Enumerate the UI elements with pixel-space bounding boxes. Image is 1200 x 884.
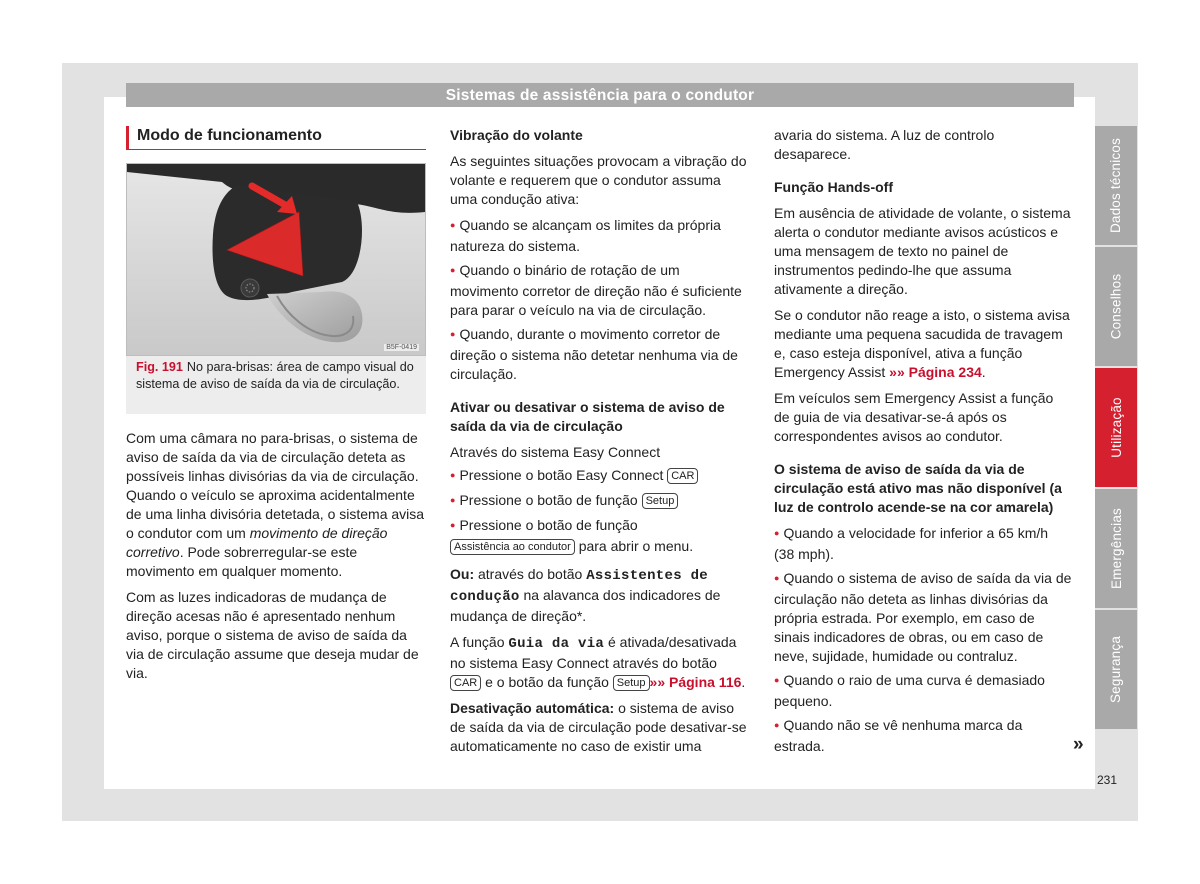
list-item [450,466,750,487]
paragraph-function [450,633,750,692]
setup-key: Setup [642,493,679,509]
text-segment: Se o condutor não reage a isto, o sistema avisa mediante uma pequena sacudida de travagem e, caso esteja disponível, ativa a função Emergency Assist [774,307,1070,380]
page-reference-link[interactable]: »» Página 116 [649,674,742,690]
text-segment: na alavanca dos indicadores de mudança de direção*. [450,587,721,624]
column-right [774,126,1072,761]
chapter-header: Sistemas de assistência para o condutor [126,83,1074,107]
list-item [450,516,750,556]
heading-active-unavailable: O sistema de aviso de saída da via de circulação está ativo mas não disponível (a luz de controlo acende-se na cor amarela) [774,461,1062,515]
heading-hands-off: Função Hands-off [774,179,893,195]
tab-label: Conselhos [1108,273,1124,340]
page-reference-link[interactable]: »» Página 234 [889,364,982,380]
tab-utilizacao[interactable] [1095,368,1137,487]
column-left [126,429,426,690]
continue-arrow-icon: » [1073,734,1084,755]
list-item: ● Quando, durante o movimento corretor de direção o sistema não detetar nenhuma via de circulação. [450,325,750,384]
emphasis-text: movimento de direção corretivo [126,525,388,560]
button-name: Assistentes de condução [450,568,709,605]
figure-code: B5F-0419 [386,344,417,351]
setup-key: Setup [613,675,650,691]
car-key: CAR [667,468,698,484]
text-segment: é ativada/desativada no sistema Easy Connect através do botão [450,634,737,671]
list-item: ● Quando o binário de rotação de um movimento corretor de direção não é suficiente para parar o veículo na via de circulação. [450,261,750,320]
tab-conselhos[interactable] [1095,247,1137,366]
car-key: CAR [450,675,481,691]
text-segment: Pressione o botão Easy Connect [459,467,664,483]
assist-key: Assistência ao condutor [450,539,575,555]
text-segment: . [741,674,746,690]
tab-label: Emergências [1108,508,1124,589]
heading-toggle: Ativar ou desativar o sistema de aviso de saída da via de circulação [450,399,725,434]
figure-caption [126,356,426,414]
text-segment: Pressione o botão de função [459,517,638,533]
tab-dados-tecnicos[interactable] [1095,126,1137,245]
text-segment: através do botão [478,566,583,582]
figure-label: Fig. 191 [136,360,183,374]
figure-image [126,163,426,356]
list-item: ● Quando não se vê nenhuma marca da estrada. [774,716,1072,756]
text-segment: e o botão da função [485,674,609,690]
ou-label: Ou: [450,566,475,582]
list-item: ● Quando o raio de uma curva é demasiado pequeno. [774,671,1072,711]
section-title: Modo de funcionamento [126,126,426,150]
paragraph-continuation: avaria do sistema. A luz de controlo desaparece. [774,127,995,162]
text-segment: . [981,364,986,380]
tab-label: Dados técnicos [1108,137,1124,234]
list-item [450,491,750,512]
text-segment: para abrir o menu. [578,538,694,554]
auto-off-label: Desativação automática: [450,700,615,716]
list-item: ● Quando a velocidade for inferior a 65 km/h (38 mph). [774,524,1072,564]
text-segment: Com uma câmara no para-brisas, o sistema de aviso de saída da via de circulação deteta as possíveis linhas divisórias da via de circulação. Quando o veículo se aproxima acidentalmente de uma linha divisória detetada, o sistema avisa o condutor com um [126,430,425,541]
paragraph-ou [450,565,750,626]
text-segment: A função [450,634,505,650]
paragraph-no-assist: Em veículos sem Emergency Assist a função de guia de via desativar-se-á após os correspondentes avisos ao condutor. [774,390,1054,444]
paragraph-react [774,306,1072,382]
list-item: ● Quando o sistema de aviso de saída da via de circulação não deteta as linhas divisórias da própria estrada. Por exemplo, em caso de sinais indicadores de obras, ou em caso de neve, sujidade, humidade ou contraluz. [774,569,1072,666]
tab-seguranca[interactable] [1095,610,1137,729]
tab-emergencias[interactable] [1095,489,1137,608]
paragraph-indicators: Com as luzes indicadoras de mudança de direção acesas não é apresentado nenhum aviso, porque o sistema de aviso de saída da via de circulação assume que deseja mudar de via. [126,589,419,681]
function-name: Guia da via [508,636,605,652]
paragraph-vibration: As seguintes situações provocam a vibração do volante e requerem que o condutor assuma uma condução ativa: [450,153,747,207]
figure-caption-text: No para-brisas: área de campo visual do sistema de aviso de saída da via de circulação. [136,360,414,391]
heading-vibration: Vibração do volante [450,127,583,143]
column-middle [450,126,750,763]
paragraph-hands-off: Em ausência de atividade de volante, o sistema alerta o condutor mediante avisos acústicos e uma mensagem de texto no painel de instrumentos pedindo-lhe que assuma ativamente a direção. [774,205,1071,297]
paragraph-via: Através do sistema Easy Connect [450,444,661,460]
paragraph-auto-off [450,699,750,756]
tab-label: Utilização [1108,397,1124,458]
page-number: 231 [1097,773,1118,787]
paragraph-camera [126,429,426,581]
text-segment: Pressione o botão de função [459,492,638,508]
text-segment: o sistema de aviso de saída da via de circulação pode desativar-se automaticamente no caso de existir uma [450,700,747,754]
tab-label: Segurança [1108,635,1124,704]
list-item: ● Quando se alcançam os limites da própria natureza do sistema. [450,216,750,256]
text-segment: . Pode sobrerregular-se este movimento em qualquer momento. [126,544,358,579]
windshield-camera-illustration [127,164,425,355]
